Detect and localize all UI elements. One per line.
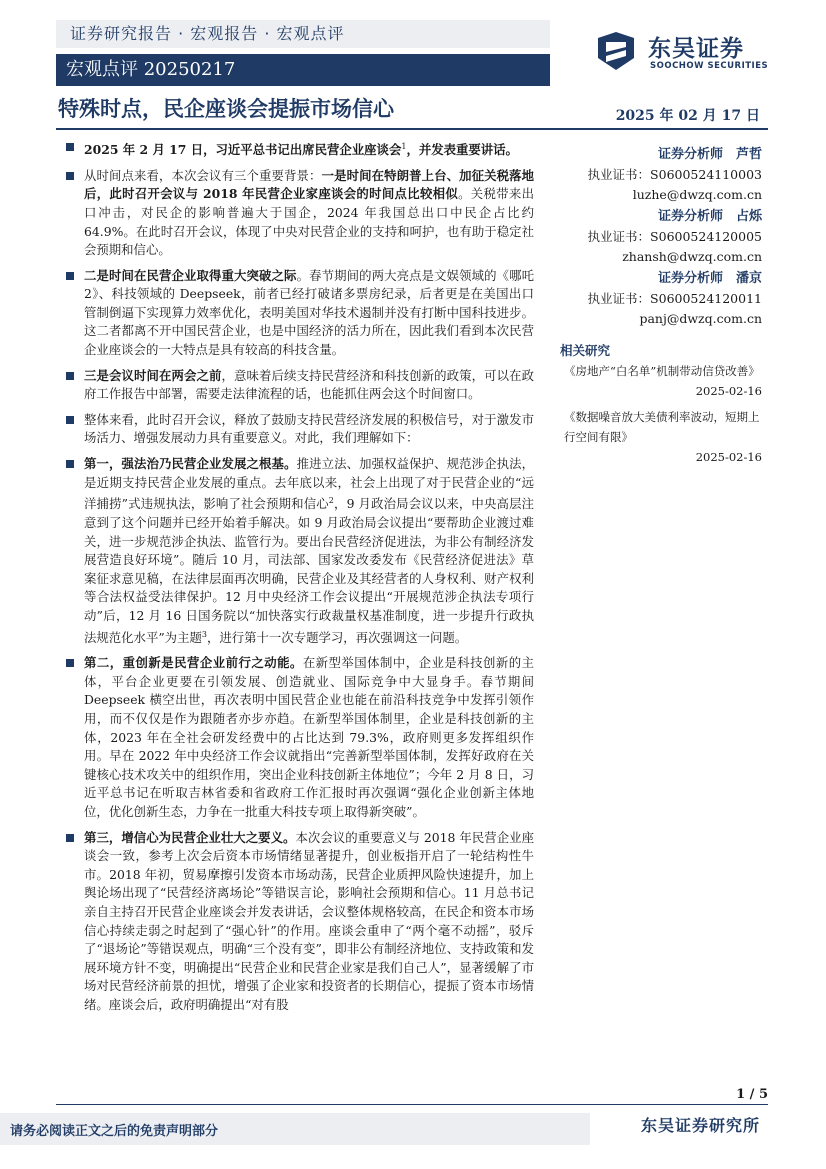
square-bullet-icon (66, 372, 74, 380)
body-paragraph (64, 829, 534, 1015)
body-text: 推进立法、加强权益保护、规范涉企执法，是近期支持民营企业发展的重点。去年底以来，社会上出现了对于民营企业的“远洋捕捞”式违规执法，影响了社会预期和信心 (84, 456, 535, 512)
emphasis-text: 三是会议时间在两会之前 (84, 367, 222, 383)
body-text: 。关税带来出口冲击，对民企的影响普遍大于国企，2024 年我国总出口中民企占比约 64.9%。在此时召开会议，体现了中央对民营企业的支持和呵护，也有助于稳定社会预期和信心。 (84, 186, 534, 258)
disclaimer-notice: 请务必阅读正文之后的免责声明部分 (10, 1124, 219, 1139)
analyst-name: 证券分析师 占烁 (657, 209, 762, 224)
body-text: ，意味着后续支持民营经济和科技创新的政策，可以在政府工作报告中部署，需要走法律流程的话，也能抓住两会这个时间窗口。 (84, 367, 535, 402)
body-paragraph (64, 367, 534, 404)
emphasis-text: ，并发表重要讲话。 (406, 142, 518, 158)
analyst-email[interactable]: luzhe@dwzq.com.cn (632, 187, 762, 202)
body-paragraph (64, 167, 534, 260)
analyst-cert: 执业证书：S0600524110003 (587, 167, 762, 182)
body-text: 整体来看，此时召开会议，释放了鼓励支持民营经济发展的积极信号，对于激发市场活力、增强发展动力具有重要意义。对此，我们理解如下： (84, 411, 534, 446)
related-research-date: 2025-02-16 (695, 450, 762, 464)
analyst-cert: 执业证书：S0600524120011 (587, 291, 762, 306)
square-bullet-icon (66, 172, 74, 180)
body-text: 本次会议的重要意义与 2018 年民营企业座谈会一致，参考上次会后资本市场情绪显著提升，创业板指开启了一轮结构性牛市。2018 年初，贸易摩擦引发资本市场动荡，民营企业质押风险快速提升，加上舆论场出现了“民营经济离场论”等错误言论，影响社会预期和信心。11 月总书记亲自主持召开民营企业座谈会并发表讲话，会议整体规格较高，在民企和资本市场信心持续走弱之时起到了“强心针”的作用。座谈会重申了“两个毫不动摇”，驳斥了“退场论”等错误观点，明确“三个没有变”，即非公有制经济地位、支持政策和发展环境方针不变，明确提出“民营企业和民营企业家是我们自己人”，显著缓解了市场对民营经济前景的担忧，增强了企业家和投资者的长期信心，提振了资本市场情绪。座谈会后，政府明确提出“对有股 (84, 829, 534, 1012)
body-paragraph (64, 455, 534, 647)
report-id-band: 宏观点评 20250217 (56, 54, 550, 86)
body-paragraph (64, 411, 534, 448)
report-body (64, 138, 534, 1022)
header-divider (56, 128, 768, 130)
analyst-list (560, 145, 762, 329)
body-text: ，9 月政治局会议以来，中央高层注意到了这个问题并已经开始着手解决。如 9 月政治局会议提出“要帮助企业渡过难关，进一步规范涉企执法、监管行为。要出台民营经济促进法，为非公有制经济发展营造良好环境”。随后 10 月，司法部、国家发改委发布《民营经济促进法》草案征求意见稿，在法律层面再次明确，民营企业及其经营者的人身权利、财产权利等合法权益受法律保护。12 月中央经济工作会议提出“开展规范涉企执法专项行动”后，12 月 16 日国务院以“加快落实行政裁量权基准制度，进一步提升行政执法规范化水平”为主题 (84, 496, 534, 645)
emphasis-text: 一是时间在特朗普上台、加征关税落地后，此时召开会议与 2018 年民营企业家座谈会的时间点比较相似 (84, 167, 535, 202)
related-research-heading: 相关研究 (560, 343, 611, 358)
body-text: ，进行第十一次专题学习，再次强调这一问题。 (206, 629, 468, 645)
square-bullet-icon (66, 460, 74, 468)
footnote-ref[interactable]: 3 (201, 629, 207, 639)
related-research-link[interactable]: 《房地产“白名单”机制带动信贷改善》 (564, 364, 760, 378)
emphasis-text: 二是时间在民营企业取得重大突破之际 (84, 267, 297, 283)
body-paragraph (64, 138, 534, 160)
square-bullet-icon (66, 272, 74, 280)
square-bullet-icon (66, 143, 74, 151)
analyst-email[interactable]: panj@dwzq.com.cn (639, 311, 762, 326)
emphasis-text: 第一，强法治乃民营企业发展之根基。 (84, 456, 297, 472)
body-paragraph (64, 654, 534, 821)
related-research-date: 2025-02-16 (695, 384, 762, 398)
footnote-ref[interactable]: 1 (401, 142, 407, 151)
body-paragraph (64, 267, 534, 360)
body-text: 从时间点来看，本次会议有三个重要背景： (84, 167, 322, 183)
page-number: 1 / 5 (736, 1087, 768, 1102)
analyst-cert: 执业证书：S0600524120005 (587, 229, 762, 244)
analyst-name: 证券分析师 潘京 (657, 271, 762, 286)
emphasis-text: 2025 年 2 月 17 日，习近平总书记出席民营企业座谈会 (84, 142, 402, 158)
footnote-ref[interactable]: 2 (328, 496, 334, 506)
report-date: 2025 年 02 月 17 日 (615, 108, 760, 124)
body-text: 。春节期间的两大亮点是文娱领域的《哪吒 2》、科技领域的 Deepseek，前者已经打破诸多票房纪录，后者更是在美国出口管制倒逼下实现算力效率优化，表明美国对华技术遏制并没有打断中国科技进步。这二者都离不开中国民营企业，也是中国经济的活力所在，因此我们看到本次民营企业座谈会的一大特点是具有较高的科技含量。 (84, 267, 535, 358)
logo-name-cn: 东吴证券 (648, 36, 744, 62)
sidebar (560, 145, 762, 473)
related-research-link[interactable]: 《数据噪音放大美债利率波动，短期上行空间有限》 (564, 410, 760, 444)
logo-name-en: SOOCHOW SECURITIES (650, 61, 769, 71)
body-text: 在新型举国体制中，企业是科技创新的主体，平台企业更要在引领发展、创造就业、国际竞争中大显身手。春节期间 Deepseek 横空出世，再次表明中国民营企业也能在前沿科技竞争中发挥引领作用，而不仅仅是作为跟随者亦步亦趋。在新型举国体制里，企业是科技创新的主体，2023 年在全社会研发经费中的占比达到 79.3%，政府则更多发挥组织作用。早在 2022 年中央经济工作会议就指出“完善新型举国体制，发挥好政府在关键核心技术攻关中的组织作用，突出企业科技创新主体地位”；今年 2 月 8 日，习近平总书记在听取吉林省委和省政府工作汇报时再次强调“强化企业创新主体地位，优化创新生态，力争在一批重大科技专项上取得新突破”。 (84, 655, 535, 819)
square-bullet-icon (66, 834, 74, 842)
emphasis-text: 第二，重创新是民营企业前行之动能。 (84, 655, 303, 671)
page-title: 特殊时点，民企座谈会提振市场信心 (58, 97, 394, 121)
institute-name: 东吴证券研究所 (640, 1116, 760, 1135)
analyst-name: 证券分析师 芦哲 (657, 147, 762, 162)
square-bullet-icon (66, 659, 74, 667)
report-category-band: 证券研究报告 · 宏观报告 · 宏观点评 (56, 20, 550, 48)
footer-divider (56, 1104, 768, 1105)
analyst-email[interactable]: zhansh@dwzq.com.cn (622, 249, 762, 264)
square-bullet-icon (66, 416, 74, 424)
emphasis-text: 第三，增信心为民营企业壮大之要义。 (84, 829, 296, 845)
